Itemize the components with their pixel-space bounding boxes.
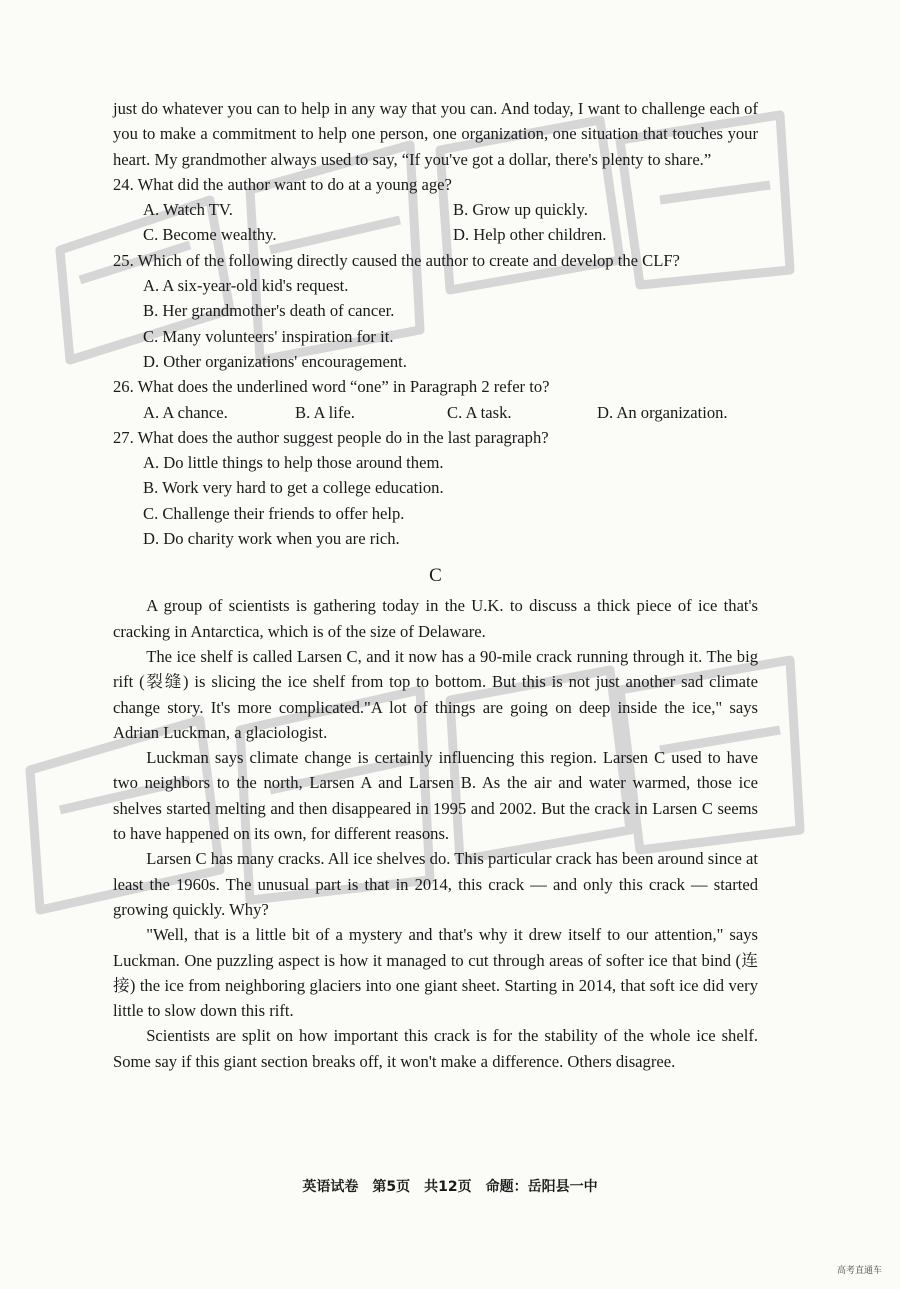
question-26 <box>113 374 758 425</box>
passage-c-paragraph-3: Luckman says climate change is certainly influencing this region. Larsen C used to have two neighbors to the north, Larsen A and Larsen B. As the air and water warmed, those ice shelves started melting and then disappeared in 1995 and 2002. But the crack in Larsen C seems to have happened on its own, for different reasons. <box>113 748 758 844</box>
question-stem: 27. What does the author suggest people do in the last paragraph? <box>113 427 549 447</box>
option-d: D. Help other children. <box>453 225 607 245</box>
option-a: A. Do little things to help those around them. <box>143 453 444 473</box>
options <box>113 197 758 248</box>
exam-page <box>113 96 758 1074</box>
options <box>113 273 758 374</box>
option-b: B. Her grandmother's death of cancer. <box>143 301 395 321</box>
option-d: D. Do charity work when you are rich. <box>143 529 400 549</box>
passage-c-title: C <box>429 565 442 587</box>
passage-b-closing-paragraph: just do whatever you can to help in any way that you can. And today, I want to challenge each of you to make a commitment to help one person, one organization, one situation that touches your heart. My grandmother always used to say, “If you've got a dollar, there's plenty to share.” <box>113 99 758 169</box>
passage-c-paragraph-2: The ice shelf is called Larsen C, and it now has a 90-mile crack running through it. The big rift (裂缝) is slicing the ice shelf from top to bottom. But this is not just another sad climate change story. It's more complicated."A lot of things are going on deep inside the ice," says Adrian Luckman, a glaciologist. <box>113 646 758 742</box>
question-stem: 25. Which of the following directly caused the author to create and develop the CLF? <box>113 250 680 270</box>
question-stem: 26. What does the underlined word “one” in Paragraph 2 refer to? <box>113 377 550 397</box>
option-b: B. Work very hard to get a college education. <box>143 478 444 498</box>
corner-watermark-label: 高考直通车 <box>836 1266 882 1276</box>
passage-c-paragraph-4: Larsen C has many cracks. All ice shelves do. This particular crack has been around since at least the 1960s. The unusual part is that in 2014, this crack — and only this crack — started growing quickly. Why? <box>113 849 758 919</box>
passage-c-paragraph-5: "Well, that is a little bit of a mystery and that's why it drew itself to our attention," says Luckman. One puzzling aspect is how it managed to cut through areas of softer ice that bind (连接) the ice from neighboring glaciers into one giant sheet. Starting in 2014, that soft ice did very little to slow down this rift. <box>113 925 758 1021</box>
question-24 <box>113 172 758 248</box>
question-stem: 24. What did the author want to do at a young age? <box>113 174 452 194</box>
option-c: C. Become wealthy. <box>143 225 277 245</box>
option-a: A. A chance. <box>143 402 228 422</box>
passage-c-paragraph-6: Scientists are split on how important this crack is for the stability of the whole ice shelf. Some say if this giant section breaks off, it won't make a difference. Others disagree. <box>113 1026 758 1071</box>
option-c: C. Many volunteers' inspiration for it. <box>143 326 394 346</box>
question-27 <box>113 425 758 551</box>
options <box>113 450 758 551</box>
option-c: C. A task. <box>447 402 512 422</box>
passage-c-paragraph-1: A group of scientists is gathering today in the U.K. to discuss a thick piece of ice that's cracking in Antarctica, which is of the size of Delaware. <box>113 596 758 641</box>
option-d: D. Other organizations' encouragement. <box>143 351 407 371</box>
option-b: B. Grow up quickly. <box>453 200 588 220</box>
question-25 <box>113 248 758 374</box>
options <box>113 400 758 425</box>
option-b: B. A life. <box>295 402 355 422</box>
option-a: A. A six-year-old kid's request. <box>143 276 349 296</box>
option-d: D. An organization. <box>597 402 728 422</box>
option-c: C. Challenge their friends to offer help. <box>143 503 405 523</box>
page-footer: 英语试卷 第5页 共12页 命题：岳阳县一中 <box>302 1179 598 1195</box>
passage-c <box>113 593 758 1074</box>
option-a: A. Watch TV. <box>143 200 233 220</box>
